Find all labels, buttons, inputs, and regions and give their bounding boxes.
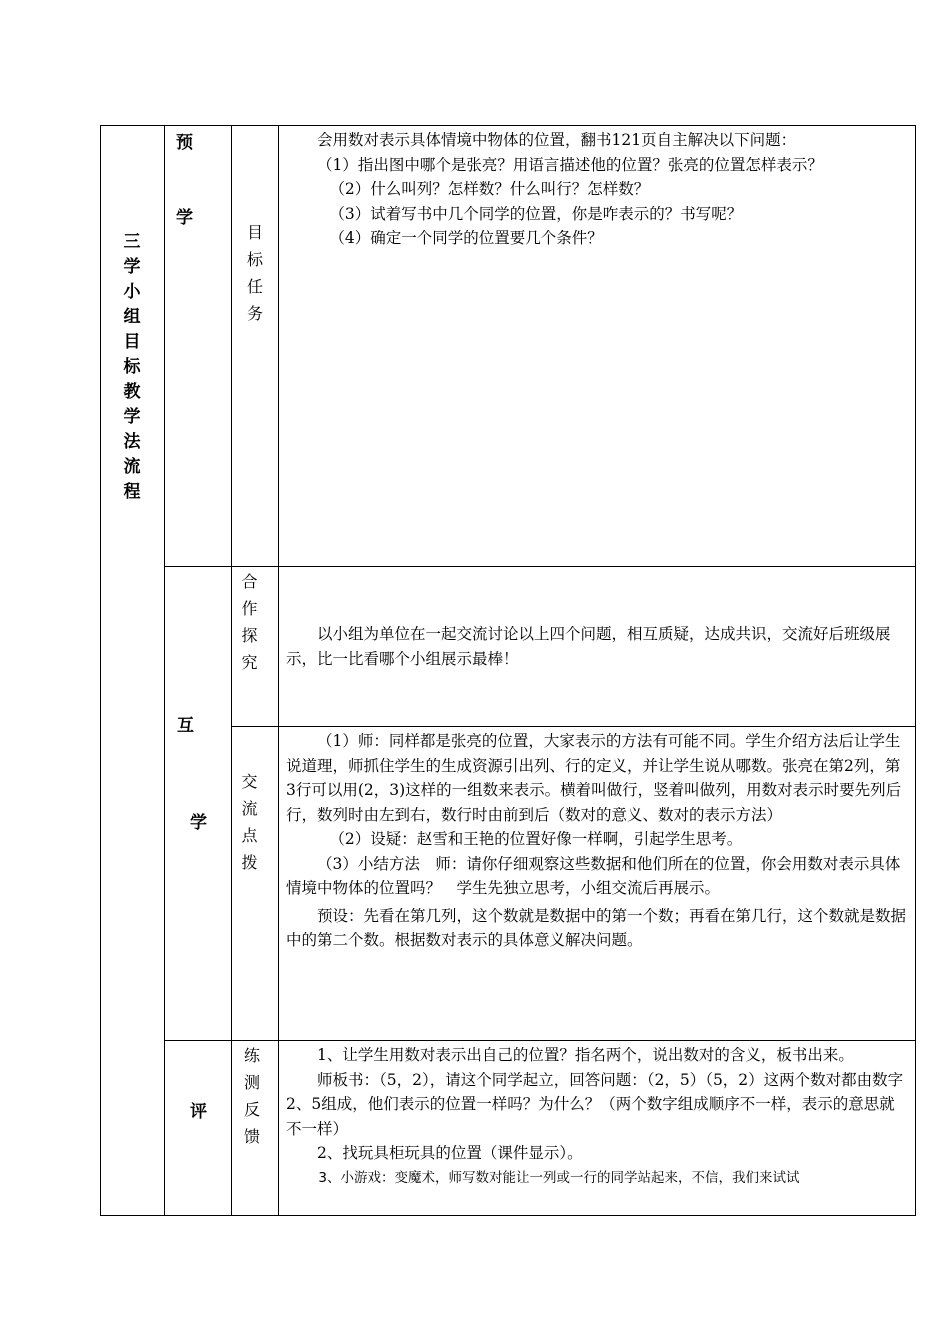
goal-question-1: （1）指出图中哪个是张亮？用语言描述他的位置？张亮的位置怎样表示？	[317, 155, 823, 174]
sub-goal-task: 目 标 任 务	[246, 223, 263, 323]
table-bottom-border	[100, 1215, 916, 1216]
sub-practice-feedback: 练 测 反 馈	[243, 1046, 260, 1146]
sub-column-divider	[278, 125, 279, 1216]
stage-interact-char-1: 互	[177, 716, 194, 736]
practice-item-1-detail: 师板书：（5，2），请这个同学起立，回答问题：（2，5）（5，2）这两个数对都由数字2、5组成，他们表示的位置一样吗？为什么？（两个数字组成顺序不一样，表示的意思就不一样）	[286, 1070, 904, 1138]
goal-task-content	[286, 128, 910, 251]
practice-item-2: 2、找玩具柜玩具的位置（课件显示）。	[317, 1144, 583, 1162]
goal-question-2: （2）什么叫列？怎样数？什么叫行？怎样数？	[329, 180, 650, 198]
goal-question-3: （3）试着写书中几个同学的位置，你是咋表示的？书写呢？	[329, 204, 743, 223]
process-title: 三 学 小 组 目 标 教 学 法 流 程	[123, 232, 141, 502]
practice-content	[286, 1043, 910, 1190]
coop-paragraph: 以小组为单位在一起交流讨论以上四个问题，相互质疑，达成共识，交流好后班级展示，比一比看哪个小组展示最棒！	[286, 625, 891, 668]
title-column-divider	[164, 125, 165, 1216]
sub-exchange-guidance: 交 流 点 拨	[241, 772, 258, 872]
exchange-paragraph-1: （1）师：同样都是张亮的位置，大家表示的方法有可能不同。学生介绍方法后让学生说道理，师抓住学生的生成资源引出列、行的定义，并让学生说从哪数。张亮在第2列，第3行可以用(2，3)这样的一组数来表示。横着叫做行，竖着叫做列，用数对表示时要先列后行，数列时由左到右，数行时由前到后（数对的意义、数对的表示方法）	[286, 732, 902, 824]
stage-preview-char-2: 学	[176, 208, 193, 228]
practice-item-3: 3、小游戏：变魔术，师写数对能让一列或一行的同学站起来，不信，我们来试试	[318, 1169, 800, 1186]
practice-item-1: 1、让学生用数对表示出自己的位置？指名两个，说出数对的含义，板书出来。	[317, 1046, 854, 1064]
exchange-content	[286, 729, 910, 953]
goal-question-4: （4）确定一个同学的位置要几个条件？	[329, 229, 603, 247]
exchange-paragraph-4: 预设：先看在第几列，这个数就是数据中的第一个数；再看在第几行，这个数就是数据中的第二个数。根据数对表示的具体意义解决问题。	[286, 906, 907, 949]
stage-evaluate: 评	[190, 1102, 207, 1122]
row-divider-preview	[164, 566, 916, 567]
table-right-border	[915, 125, 916, 1216]
stage-interact-char-2: 学	[190, 813, 207, 833]
row-divider-coop	[231, 726, 916, 727]
coop-content	[286, 622, 910, 671]
goal-intro: 会用数对表示具体情境中物体的位置，翻书121页自主解决以下问题：	[317, 131, 797, 149]
exchange-paragraph-3: （3）小结方法 师：请你仔细观察这些数据和他们所在的位置，你会用数对表示具体情境中物体的位置吗？ 学生先独立思考，小组交流后再展示。	[286, 854, 901, 897]
exchange-paragraph-2: （2）设疑：赵雪和王艳的位置好像一样啊，引起学生思考。	[329, 830, 743, 848]
sub-cooperative-exploration: 合 作 探 究	[241, 572, 258, 672]
row-divider-interact	[164, 1040, 916, 1041]
table-top-border	[100, 125, 916, 126]
stage-preview-char-1: 预	[176, 133, 193, 153]
